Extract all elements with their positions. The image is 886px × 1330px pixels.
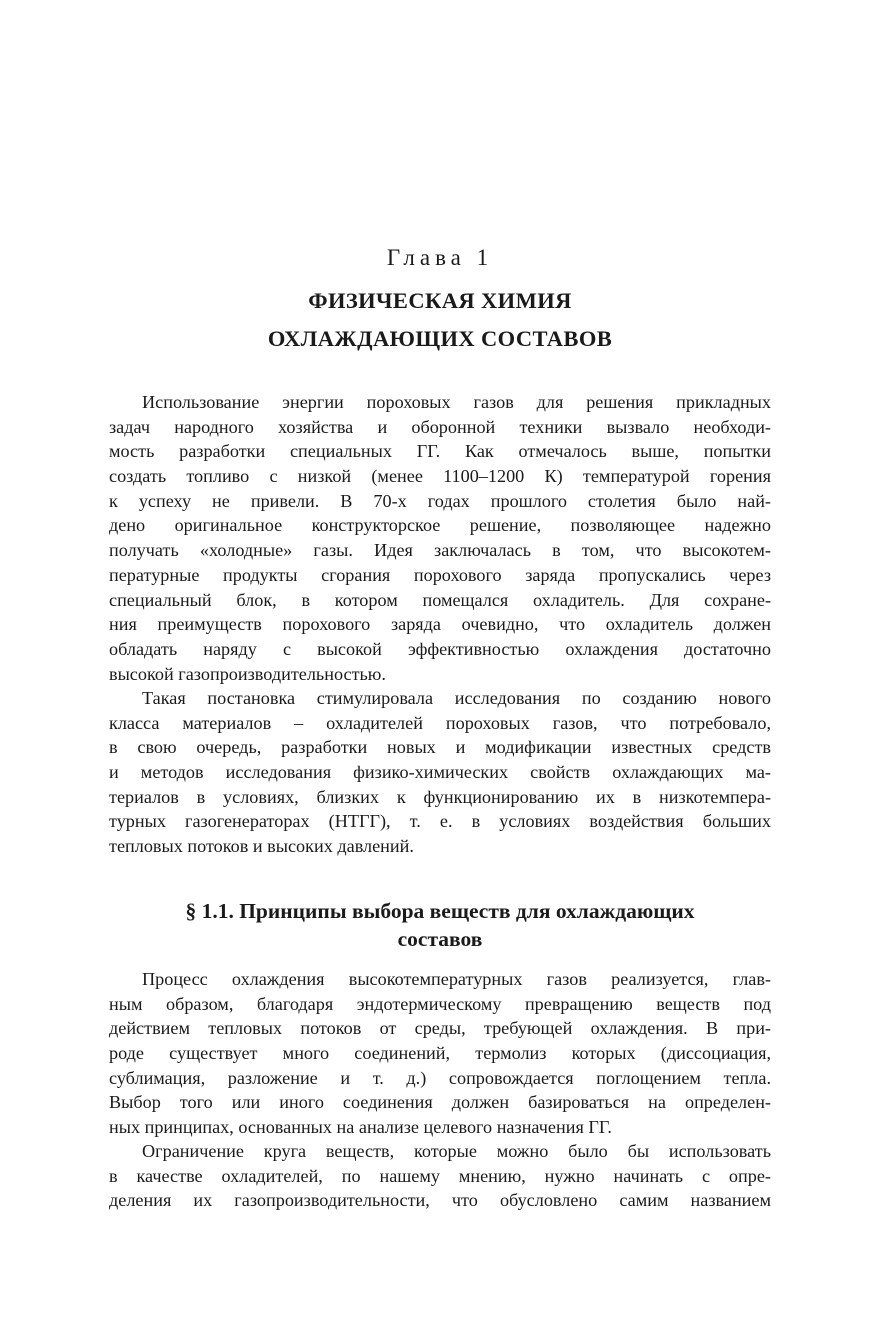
section-heading-line: составов bbox=[397, 927, 483, 951]
text-line: тепловых потоков и высоких давлений. bbox=[109, 836, 414, 857]
intro-paragraph-1 bbox=[109, 390, 771, 686]
text-line: к успеху не привели. В 70-х годах прошлого столетия было най- bbox=[109, 490, 771, 511]
text-line: Такая постановка стимулировала исследования по созданию нового bbox=[142, 688, 771, 708]
text-line: роде существует много соединений, термолиз которых (диссоциация, bbox=[109, 1043, 771, 1064]
text-line: мость разработки специальных ГГ. Как отмечалось выше, попытки bbox=[109, 441, 771, 462]
text-line: ния преимуществ порохового заряда очевидно, что охладитель должен bbox=[109, 614, 771, 635]
text-line: Выбор того или иного соединения должен базироваться на определен- bbox=[109, 1092, 771, 1113]
text-line: териалов в условиях, близких к функционированию их в низкотемпера- bbox=[109, 786, 771, 807]
text-line: пературные продукты сгорания порохового заряда пропускались через bbox=[109, 564, 771, 585]
text-line: ных принципах, основанных на анализе целевого назначения ГГ. bbox=[109, 1117, 612, 1138]
intro-paragraph-2 bbox=[109, 686, 771, 859]
section-heading-line: § 1.1. Принципы выбора веществ для охлаждающих bbox=[185, 899, 695, 923]
text-line: деления их газопроизводительности, что обусловлено самим названием bbox=[109, 1190, 771, 1211]
text-line: получать «холодные» газы. Идея заключалась в том, что высокотем- bbox=[109, 540, 771, 561]
text-line: в качестве охладителей, по нашему мнению, нужно начинать с опре- bbox=[109, 1165, 771, 1186]
text-line: задач народного хозяйства и оборонной техники вызвало необходи- bbox=[109, 416, 771, 437]
text-line: дено оригинальное конструкторское решение, позволяющее надежно bbox=[109, 515, 771, 536]
section-paragraph-2 bbox=[109, 1139, 771, 1213]
text-line: ным образом, благодаря эндотермическому превращению веществ под bbox=[109, 993, 771, 1014]
text-line: Ограничение круга веществ, которые можно было бы использовать bbox=[142, 1141, 771, 1161]
text-line: и методов исследования физико-химических свойств охлаждающих ма- bbox=[109, 762, 771, 783]
text-line: турных газогенераторах (НТГГ), т. е. в условиях воздействия больших bbox=[109, 811, 771, 832]
text-line: высокой газопроизводительностью. bbox=[109, 663, 386, 684]
chapter-label: Глава 1 bbox=[386, 245, 494, 270]
section-heading bbox=[109, 897, 771, 953]
text-line: класса материалов – охладителей пороховых газов, что потребовало, bbox=[109, 712, 771, 733]
text-line: сублимация, разложение и т. д.) сопровождается поглощением тепла. bbox=[109, 1067, 771, 1088]
text-line: специальный блок, в котором помещался охладитель. Для сохране- bbox=[109, 589, 771, 610]
text-line: в свою очередь, разработки новых и модификации известных средств bbox=[109, 737, 771, 758]
chapter-title bbox=[109, 282, 771, 358]
text-line: обладать наряду с высокой эффективностью охлаждения достаточно bbox=[109, 638, 771, 659]
chapter-title-line: ФИЗИЧЕСКАЯ ХИМИЯ bbox=[308, 288, 572, 313]
chapter-title-line: ОХЛАЖДАЮЩИХ СОСТАВОВ bbox=[267, 326, 613, 351]
text-line: создать топливо с низкой (менее 1100–1200 К) температурой горения bbox=[109, 466, 771, 487]
section-paragraph-1 bbox=[109, 967, 771, 1140]
text-line: Процесс охлаждения высокотемпературных газов реализуется, глав- bbox=[142, 969, 771, 989]
text-line: Использование энергии пороховых газов для решения прикладных bbox=[142, 392, 771, 412]
text-line: действием тепловых потоков от среды, требующей охлаждения. В при- bbox=[109, 1018, 771, 1039]
